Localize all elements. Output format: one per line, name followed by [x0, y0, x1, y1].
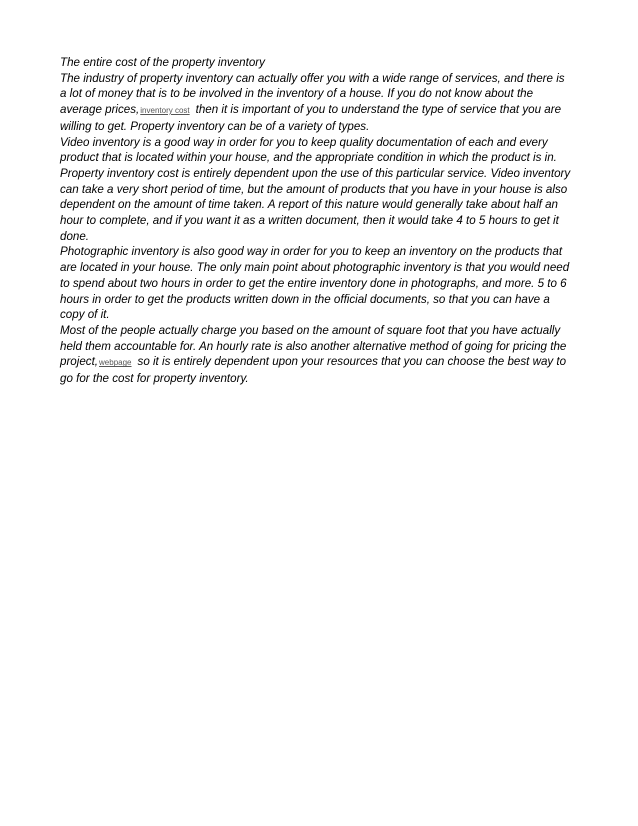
paragraph-photographic-inventory: [60, 244, 580, 323]
text-segment: average prices,: [60, 103, 140, 117]
text-line: done.: [60, 229, 90, 243]
paragraph-inventory-cost: [60, 166, 580, 245]
text-segment: then it is important of you to understand the type of service that you are: [195, 103, 562, 117]
text-line: dependent on the amount of time taken. A report of this nature would generally take about half an: [60, 198, 558, 212]
text-line: held them accountable for. An hourly rate is also another alternative method of going for pricing the: [60, 339, 567, 353]
text-line: Property inventory cost is entirely dependent upon the use of this particular service. Video inventory: [60, 166, 571, 180]
paragraph-video-inventory: [60, 135, 580, 166]
inventory-cost-link[interactable]: inventory cost: [140, 106, 190, 116]
text-segment: so it is entirely dependent upon your resources that you can choose the best way to: [137, 355, 567, 369]
text-line: willing to get. Property inventory can be of a variety of types.: [60, 119, 370, 133]
text-line: can take a very short period of time, but the amount of products that you have in your house is also: [60, 182, 568, 196]
text-line: to spend about two hours in order to get the entire inventory done in photographs, and more. 5 to 6: [60, 276, 567, 290]
webpage-link[interactable]: webpage: [99, 358, 132, 368]
text-line: The industry of property inventory can actually offer you with a wide range of services, and there is: [60, 71, 565, 85]
text-line: a lot of money that is to be involved in the inventory of a house. If you do not know about the: [60, 87, 534, 101]
text-line: [60, 102, 580, 119]
document-body: [60, 55, 580, 387]
paragraph-services: [60, 71, 580, 135]
text-line: product that is located within your house, and the appropriate condition in which the product is in.: [60, 151, 557, 165]
text-line: hours in order to get the products written down in the official documents, so that you can have a: [60, 292, 550, 306]
title-line: The entire cost of the property inventory: [60, 56, 265, 69]
text-line: Photographic inventory is also good way in order for you to keep an inventory on the products that: [60, 245, 563, 259]
paragraph-pricing: [60, 323, 580, 387]
text-line: go for the cost for property inventory.: [60, 372, 249, 386]
text-line: [60, 354, 580, 371]
text-line: are located in your house. The only main point about photographic inventory is that you would need: [60, 261, 570, 275]
document-title: [60, 55, 580, 71]
text-line: copy of it.: [60, 308, 110, 322]
text-line: Most of the people actually charge you based on the amount of square foot that you have actually: [60, 323, 561, 337]
text-line: hour to complete, and if you want it as a written document, then it would take 4 to 5 hours to get it: [60, 214, 559, 228]
text-line: Video inventory is a good way in order for you to keep quality documentation of each and every: [60, 135, 548, 149]
text-segment: project,: [60, 355, 99, 369]
